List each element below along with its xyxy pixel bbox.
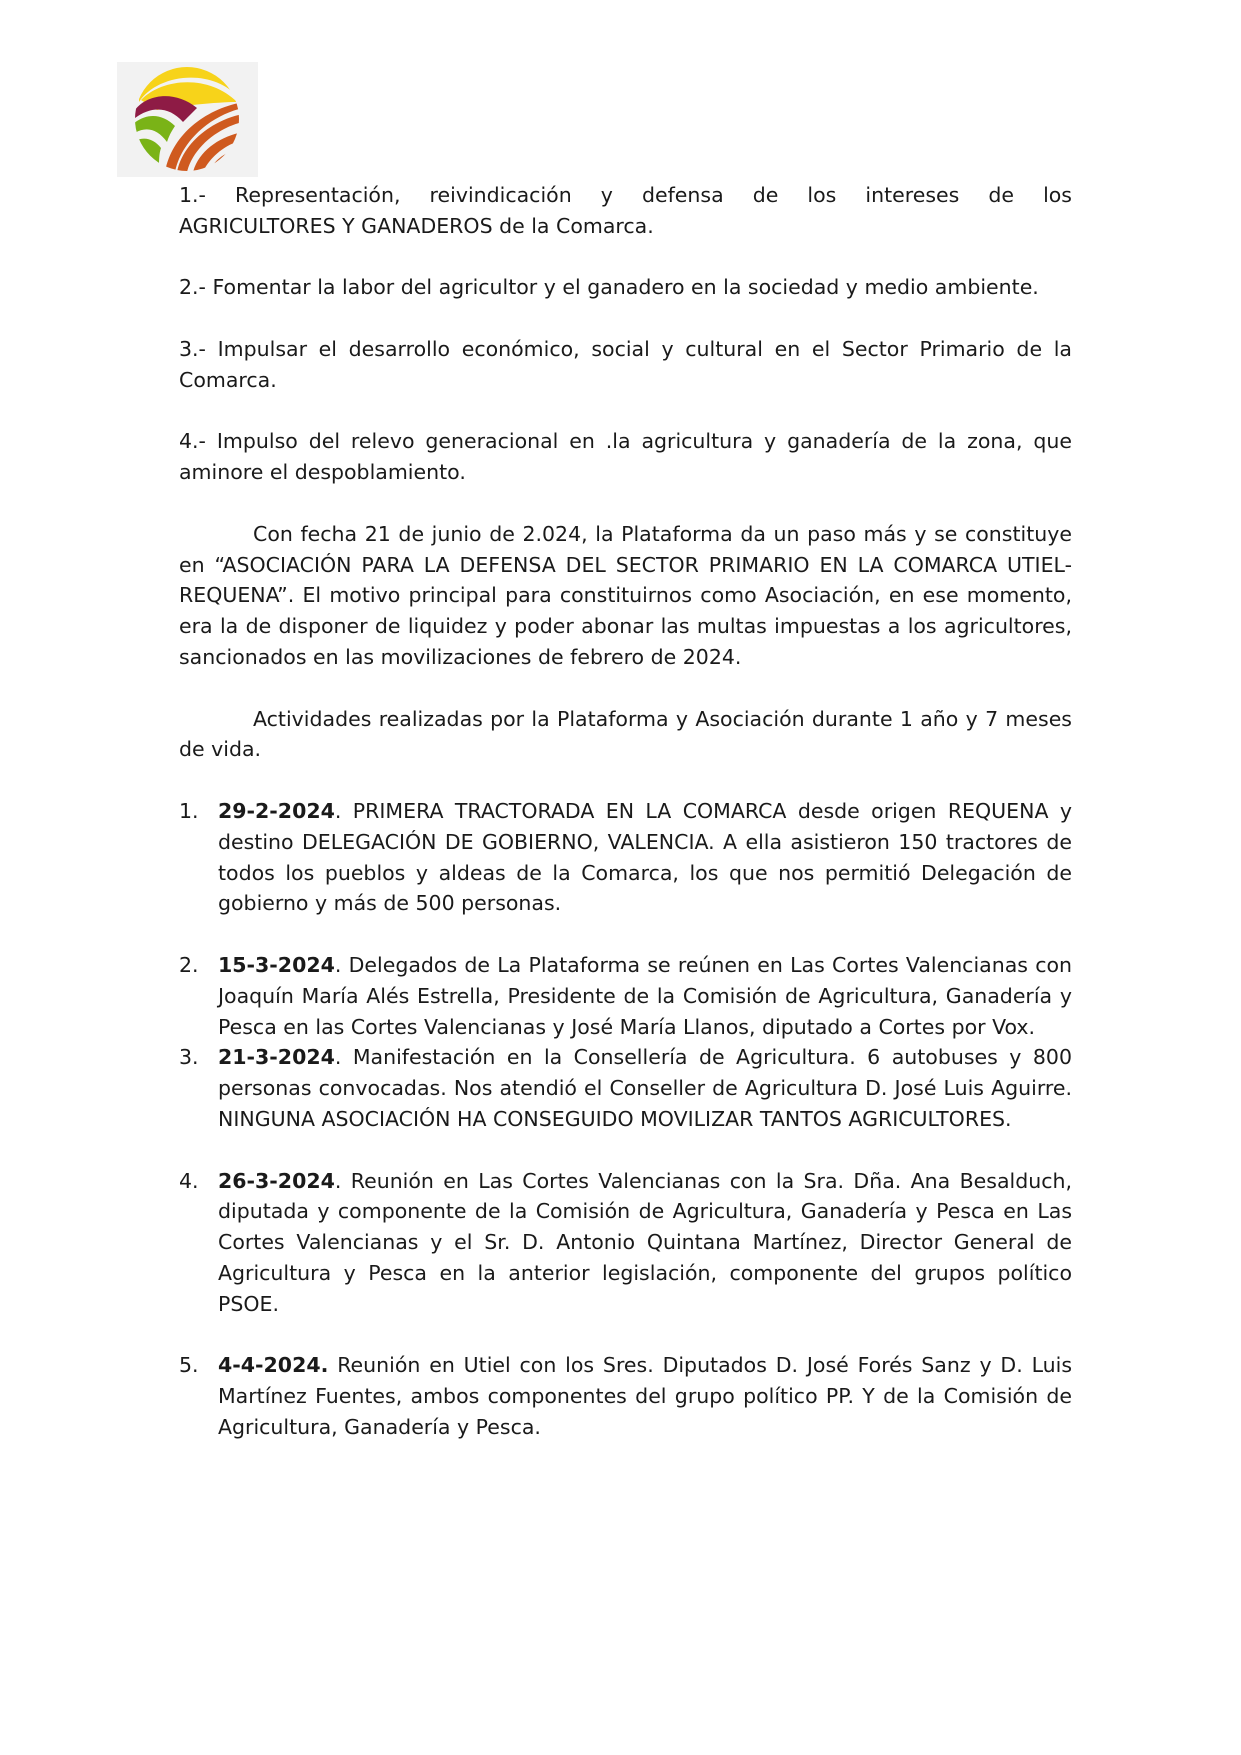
list-item-number: 1. (179, 798, 199, 823)
objective-1-line2: AGRICULTORES Y GANADEROS de la Comarca. (179, 213, 654, 238)
objective-2: 2.- Fomentar la labor del agricultor y el ganadero en la sociedad y medio ambiente. (179, 275, 1039, 300)
list-item (179, 950, 1072, 1042)
list-item (179, 1166, 1072, 1320)
objective-4: 4.- Impulso del relevo generacional en .la agricultura y ganadería de la zona, que aminore el despoblamiento. (179, 429, 1072, 485)
objective-1-line1: 1.- Representación, reivindicación y defensa de los intereses de los (179, 183, 1072, 207)
list-item (179, 1350, 1072, 1442)
list-item-text: . Delegados de La Plataforma se reúnen en Las Cortes Valencianas con Joaquín María Alés Estrella, Presidente de la Comisión de Agricultura, Ganadería y Pesca en las Cortes Valencianas y José María Llanos, diputado a Cortes por Vox. (218, 952, 1072, 1039)
association-logo (117, 62, 258, 177)
list-item-date: 29-2-2024 (218, 798, 335, 823)
objective-3: 3.- Impulsar el desarrollo económico, social y cultural en el Sector Primario de la Comarca. (179, 336, 1072, 392)
list-item-text: Reunión en Utiel con los Sres. Diputados D. José Forés Sanz y D. Luis Martínez Fuentes, ambos componentes del grupo político PP. Y de la Comisión de Agricultura, Ganadería y Pesca. (218, 1353, 1072, 1439)
activities-intro-paragraph: Actividades realizadas por la Plataforma y Asociación durante 1 año y 7 meses de vida. (179, 706, 1072, 762)
list-item-date: 15-3-2024 (218, 952, 335, 977)
list-item-number: 3. (179, 1045, 199, 1070)
field-sun-logo-icon (117, 62, 258, 177)
list-item-date: 4-4-2024. (218, 1353, 329, 1378)
constitution-paragraph: Con fecha 21 de junio de 2.024, la Plataforma da un paso más y se constituye en “ASOCIACIÓN PARA LA DEFENSA DEL SECTOR PRIMARIO EN LA COMARCA UTIEL- REQUENA”. El motivo principal para constituirnos como Asociación, en ese momento, era la de disponer de liquidez y poder abonar las multas impuestas a los agricultores, sancionados en las movilizaciones de febrero de 2024. (179, 521, 1072, 669)
list-item-date: 21-3-2024 (218, 1045, 335, 1070)
list-item-text: . PRIMERA TRACTORADA EN LA COMARCA desde origen REQUENA y destino DELEGACIÓN DE GOBIERNO, VALENCIA. A ella asistieron 150 tractores de todos los pueblos y aldeas de la Comarca, los que nos permitió Delegación de gobierno y más de 500 personas. (218, 798, 1072, 916)
list-item-text: . Manifestación en la Consellería de Agricultura. 6 autobuses y 800 personas convocadas. Nos atendió el Conseller de Agricultura D. José Luis Aguirre. NINGUNA ASOCIACIÓN HA CONSEGUIDO MOVILIZAR TANTOS AGRICULTORES. (218, 1045, 1072, 1131)
list-item-number: 2. (179, 952, 199, 977)
list-item-date: 26-3-2024 (218, 1168, 335, 1193)
list-item-number: 4. (179, 1168, 199, 1193)
list-item (179, 1042, 1072, 1134)
list-item-text: . Reunión en Las Cortes Valencianas con la Sra. Dña. Ana Besalduch, diputada y componente de la Comisión de Agricultura, Ganadería y Pesca en Las Cortes Valencianas y el Sr. D. Antonio Quintana Martínez, Director General de Agricultura y Pesca en la anterior legislación, componente del grupos político PSOE. (218, 1168, 1072, 1316)
list-item-number: 5. (179, 1353, 199, 1378)
document-body (179, 180, 1072, 1443)
list-item (179, 796, 1072, 919)
